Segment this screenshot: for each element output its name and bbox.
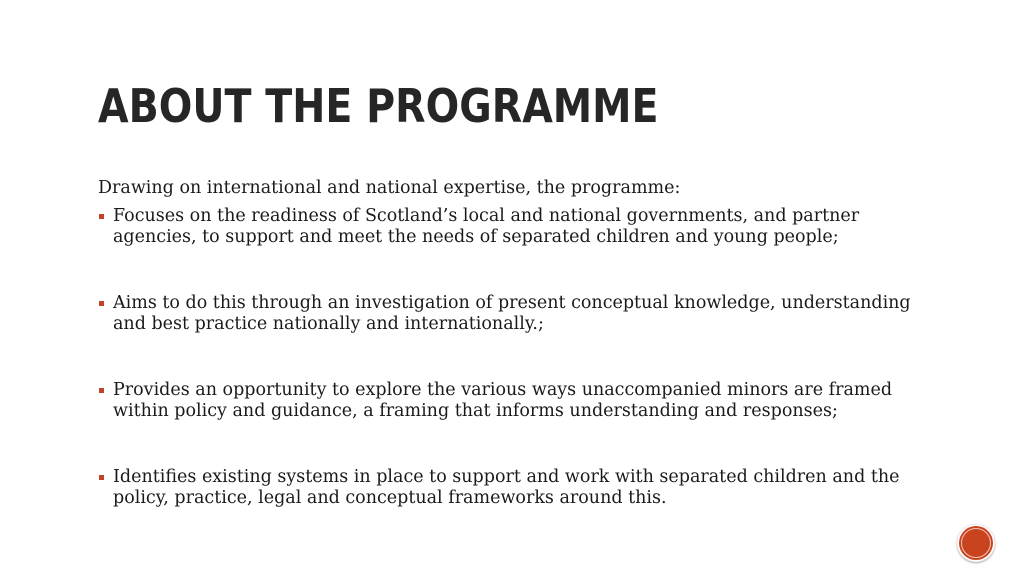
bullet-text: Identifies existing systems in place to support and work with separated children and the policy, practice, legal and conceptual frameworks around this.	[113, 467, 900, 508]
bullet-list	[98, 206, 938, 509]
bullet-text: Aims to do this through an investigation of present conceptual knowledge, understanding and best practice nationally and internationally.;	[113, 293, 911, 334]
square-bullet-icon	[99, 388, 104, 393]
slide-nav-button[interactable]	[957, 524, 995, 562]
bullet-item	[98, 293, 938, 335]
bullet-item	[98, 380, 938, 422]
square-bullet-icon	[99, 475, 104, 480]
slide-title: ABOUT THE PROGRAMME	[98, 79, 659, 133]
bullet-text: Provides an opportunity to explore the various ways unaccompanied minors are framed within policy and guidance, a framing that informs understanding and responses;	[113, 380, 893, 421]
square-bullet-icon	[99, 301, 104, 306]
square-bullet-icon	[99, 214, 104, 219]
intro-text: Drawing on international and national expertise, the programme:	[98, 178, 681, 198]
bullet-item	[98, 206, 938, 248]
bullet-text: Focuses on the readiness of Scotland’s local and national governments, and partner agencies, to support and meet the needs of separated children and young people;	[113, 206, 860, 247]
slide-body	[98, 178, 938, 509]
bullet-item	[98, 467, 938, 509]
